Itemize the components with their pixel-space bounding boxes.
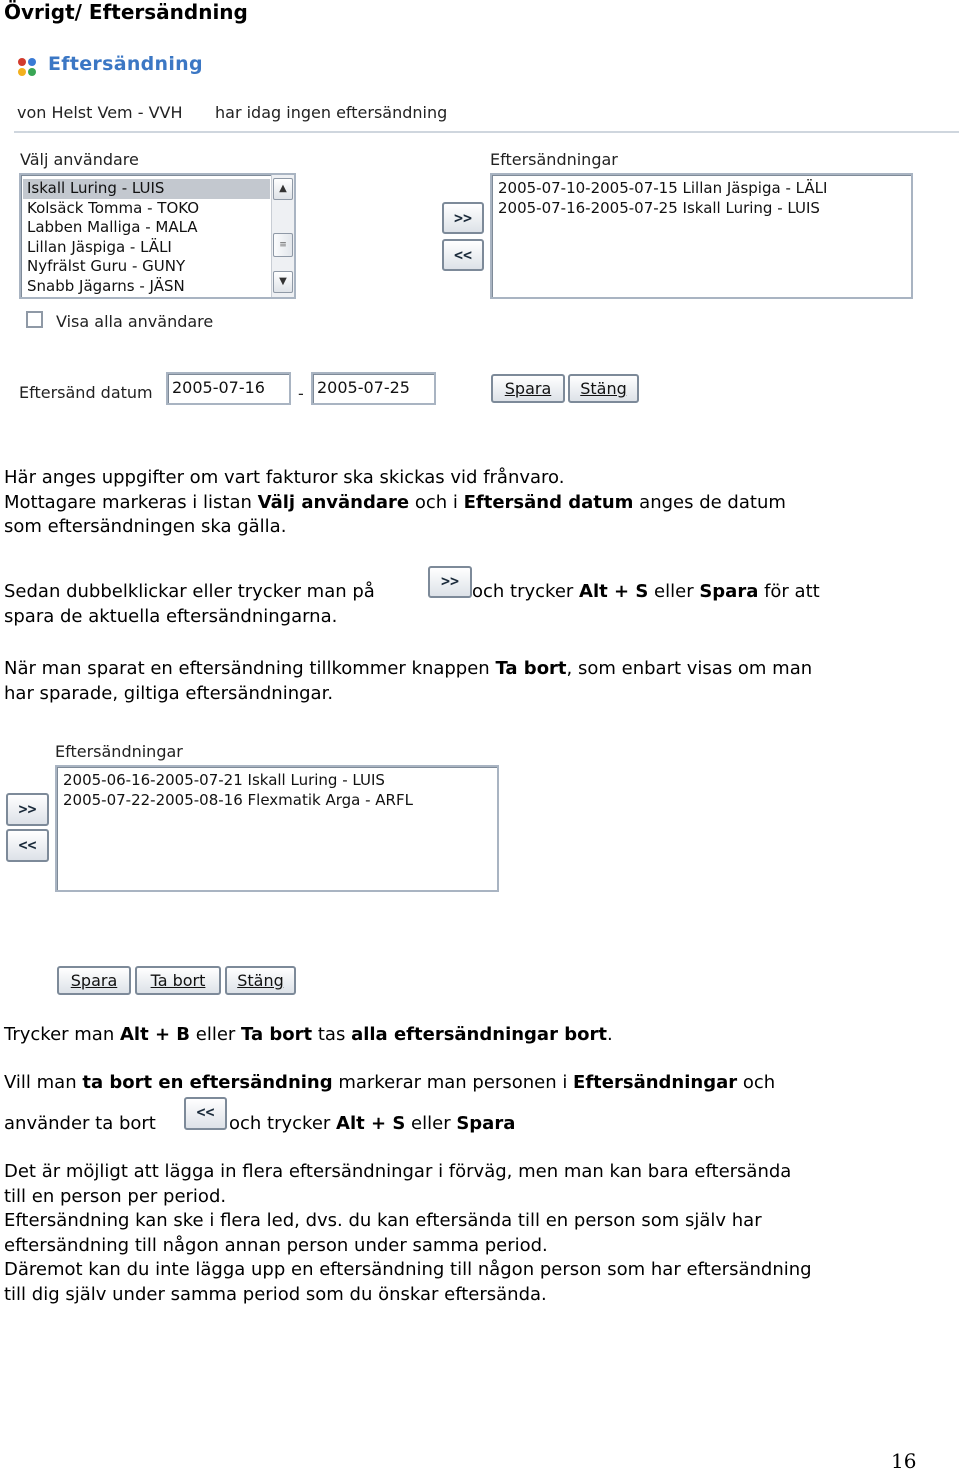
header-divider [14,131,959,133]
list-item[interactable]: 2005-07-16-2005-07-25 Iskall Luring - LUIS [498,198,820,217]
paragraph-5-line2b: och trycker Alt + S eller Spara [229,1113,516,1134]
forwards-listbox-2[interactable] [55,765,499,892]
remove-forward-inline-icon: << [184,1097,227,1130]
text-line: spara de aktuella eftersändningarna. [4,605,338,627]
add-forward-button[interactable]: >> [442,202,484,234]
text-line: Däremot kan du inte lägga upp en eftersändning till någon person som har eftersändning [4,1259,812,1280]
scroll-down-icon[interactable]: ▼ [273,271,293,293]
close-button-label: Stäng [580,379,627,398]
status-user: von Helst Vem - VVH [17,103,183,122]
paragraph-5-line1: Vill man ta bort en eftersändning markerar man personen i Eftersändningar och [4,1072,776,1093]
app-logo-icon [16,56,38,82]
text-line: som eftersändningen ska gälla. [4,516,287,537]
save-button[interactable] [491,374,565,403]
text-line: Eftersändning kan ske i flera led, dvs. du kan eftersända till en person som själv har [4,1210,762,1231]
add-forward-inline-icon: >> [428,566,472,598]
text-line: Det är möjligt att lägga in flera eftersändningar i förväg, men man kan bara eftersända [4,1161,792,1182]
paragraph-2-tail: och trycker Alt + S eller Spara för att [472,581,820,602]
paragraph-2 [4,580,375,629]
list-item[interactable]: 2005-07-22-2005-08-16 Flexmatik Arga - ARFL [63,790,413,809]
status-text: har idag ingen eftersändning [215,103,448,122]
users-label: Välj användare [20,150,139,169]
list-item[interactable]: 2005-07-10-2005-07-15 Lillan Jäspiga - LÄLI [498,179,828,197]
forwards-listbox[interactable] [490,173,913,299]
date-separator: - [298,384,304,403]
text-line: Här anges uppgifter om vart fakturor ska skickas vid frånvaro. [4,467,565,488]
paragraph-1 [4,466,786,540]
users-listbox[interactable] [19,173,296,299]
paragraph-4: Trycker man Alt + B eller Ta bort tas alla eftersändningar bort. [4,1024,613,1045]
text-line: När man sparat en eftersändning tillkommer knappen Ta bort, som enbart visas om man [4,658,813,679]
date-from-field[interactable]: 2005-07-16 [166,372,291,405]
date-label: Eftersänd datum [19,383,153,402]
save-button-label: Spara [504,379,552,398]
list-item[interactable]: Nyfrälst Guru - GUNY [27,257,186,276]
text-line: Sedan dubbelklickar eller trycker man på [4,581,375,602]
paragraph-3 [4,657,812,706]
list-item[interactable]: Snabb Jägarns - JÄSN [27,276,185,295]
show-all-checkbox[interactable] [26,311,43,328]
list-item[interactable]: Kolsäck Tomma - TOKO [27,198,200,217]
forwards-label: Eftersändningar [490,150,618,169]
delete-button[interactable] [135,966,221,995]
list-item[interactable]: Iskall Luring - LUIS [23,179,270,199]
date-to-field[interactable]: 2005-07-25 [311,372,436,405]
page-number: 16 [891,1449,917,1473]
section-heading: Övrigt/ Eftersändning [4,0,248,24]
remove-forward-button-2[interactable]: << [6,829,49,862]
paragraph-5-line2a: använder ta bort [4,1113,156,1134]
app-title: Eftersändning [48,53,203,75]
text-line: har sparade, giltiga eftersändningar. [4,682,334,704]
list-item[interactable]: Labben Malliga - MALA [27,218,198,237]
forwards-label-2: Eftersändningar [55,742,183,761]
remove-forward-button[interactable]: << [442,239,484,271]
delete-button-label: Ta bort [150,971,206,990]
show-all-label: Visa alla användare [56,312,214,331]
save-button-label: Spara [70,971,118,990]
save-button-2[interactable] [57,966,131,995]
scroll-thumb[interactable]: ≡ [273,233,293,257]
close-button[interactable] [568,374,639,403]
text-line: eftersändning till någon annan person under samma period. [4,1234,548,1256]
text-line: till en person per period. [4,1185,227,1207]
users-scrollbar[interactable] [271,175,294,297]
text-line: Mottagare markeras i listan Välj användare och i Eftersänd datum anges de datum [4,491,786,513]
paragraph-6 [4,1160,812,1307]
close-button-2[interactable] [225,966,296,995]
text-line: till dig själv under samma period som du önskar eftersända. [4,1283,547,1305]
scroll-up-icon[interactable]: ▲ [273,178,293,200]
list-item[interactable]: Lillan Jäspiga - LÄLI [27,237,172,256]
close-button-label: Stäng [237,971,284,990]
add-forward-button-2[interactable]: >> [6,793,49,826]
list-item[interactable]: 2005-06-16-2005-07-21 Iskall Luring - LUIS [63,771,385,789]
